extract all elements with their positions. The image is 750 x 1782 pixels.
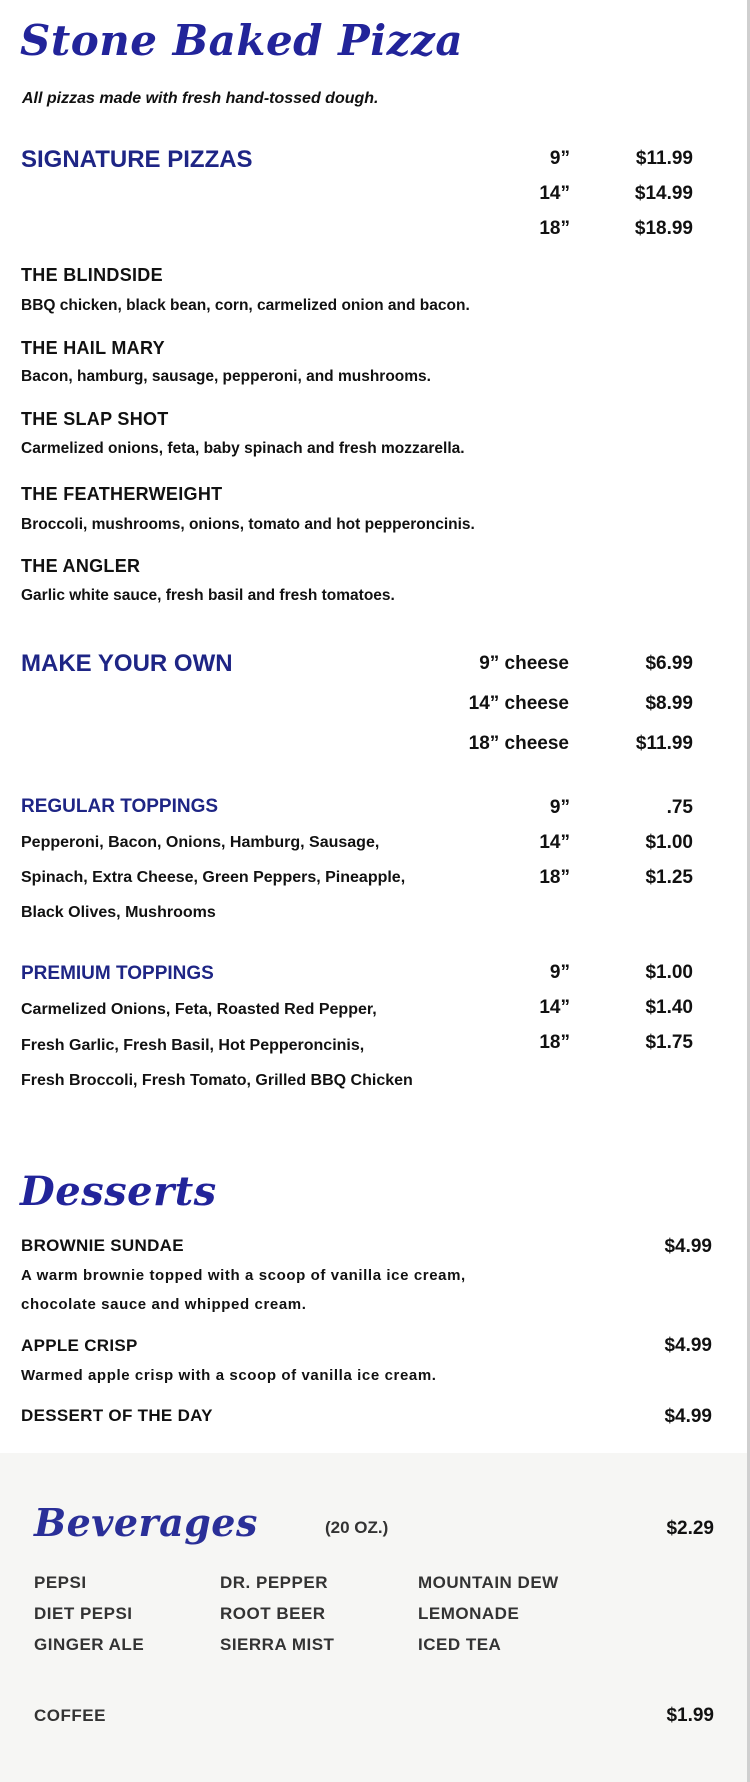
- topping-line: Pepperoni, Bacon, Onions, Hamburg, Sausage,: [21, 834, 380, 851]
- regular-size-14: 14”: [539, 832, 570, 853]
- dessert-price: $4.99: [664, 1236, 712, 1257]
- myo-price-18: $11.99: [635, 733, 693, 754]
- desserts-heading: Desserts: [20, 1168, 217, 1215]
- myo-size-9: 9” cheese: [479, 653, 569, 674]
- beverage-item: DIET PEPSI: [34, 1604, 133, 1623]
- myo-price-9: $6.99: [645, 653, 693, 674]
- page-title: Stone Baked Pizza: [20, 16, 464, 65]
- beverage-item: ROOT BEER: [220, 1604, 326, 1623]
- beverage-price: $2.29: [666, 1518, 714, 1539]
- tagline: All pizzas made with fresh hand-tossed dough.: [22, 90, 379, 107]
- beverage-item: GINGER ALE: [34, 1635, 145, 1654]
- pizza-desc: Broccoli, mushrooms, onions, tomato and hot pepperoncinis.: [21, 516, 475, 533]
- regular-price-18: $1.25: [645, 867, 693, 888]
- premium-size-14: 14”: [539, 997, 570, 1018]
- pizza-desc: Garlic white sauce, fresh basil and fresh tomatoes.: [21, 587, 395, 604]
- beverage-item: PEPSI: [34, 1573, 87, 1592]
- signature-pizzas-heading: SIGNATURE PIZZAS: [21, 146, 253, 173]
- regular-price-9: .75: [666, 797, 693, 818]
- myo-price-14: $8.99: [645, 693, 693, 714]
- premium-size-18: 18”: [539, 1032, 570, 1053]
- regular-size-18: 18”: [539, 867, 570, 888]
- regular-price-14: $1.00: [645, 832, 693, 853]
- regular-toppings-heading: REGULAR TOPPINGS: [21, 796, 219, 817]
- regular-size-9: 9”: [549, 797, 570, 818]
- dessert-name: DESSERT OF THE DAY: [21, 1406, 213, 1425]
- beverage-item: LEMONADE: [418, 1604, 520, 1623]
- beverage-item: SIERRA MIST: [220, 1635, 335, 1654]
- premium-toppings-heading: PREMIUM TOPPINGS: [21, 963, 214, 984]
- dessert-desc: Warmed apple crisp with a scoop of vanilla ice cream.: [21, 1367, 437, 1384]
- signature-size-14: 14”: [539, 183, 570, 204]
- pizza-desc: Bacon, hamburg, sausage, pepperoni, and mushrooms.: [21, 368, 431, 385]
- dessert-name: APPLE CRISP: [21, 1336, 138, 1355]
- beverage-size-note: (20 OZ.): [325, 1518, 389, 1537]
- signature-price-14: $14.99: [634, 183, 693, 204]
- myo-size-14: 14” cheese: [468, 693, 569, 714]
- dessert-desc: chocolate sauce and whipped cream.: [21, 1296, 307, 1313]
- premium-size-9: 9”: [549, 962, 570, 983]
- dessert-price: $4.99: [664, 1335, 712, 1356]
- premium-price-9: $1.00: [645, 962, 693, 983]
- pizza-name: THE HAIL MARY: [21, 338, 165, 358]
- coffee-price: $1.99: [666, 1705, 714, 1726]
- beverage-item: ICED TEA: [418, 1635, 502, 1654]
- dessert-desc: A warm brownie topped with a scoop of vanilla ice cream,: [21, 1267, 466, 1284]
- signature-price-18: $18.99: [634, 218, 693, 239]
- topping-line: Black Olives, Mushrooms: [21, 904, 216, 921]
- pizza-name: THE ANGLER: [21, 556, 141, 576]
- coffee-name: COFFEE: [34, 1706, 106, 1725]
- pizza-desc: Carmelized onions, feta, baby spinach and fresh mozzarella.: [21, 440, 465, 457]
- pizza-name: THE FEATHERWEIGHT: [21, 484, 223, 504]
- premium-price-18: $1.75: [645, 1032, 693, 1053]
- signature-size-9: 9”: [549, 148, 570, 169]
- topping-line: Fresh Garlic, Fresh Basil, Hot Pepperoncinis,: [21, 1037, 365, 1054]
- beverages-heading: Beverages: [34, 1500, 258, 1545]
- topping-line: Carmelized Onions, Feta, Roasted Red Pepper,: [21, 1001, 377, 1018]
- topping-line: Fresh Broccoli, Fresh Tomato, Grilled BBQ Chicken: [21, 1072, 413, 1089]
- make-your-own-heading: MAKE YOUR OWN: [21, 650, 233, 677]
- signature-size-18: 18”: [539, 218, 570, 239]
- myo-size-18: 18” cheese: [468, 733, 569, 754]
- beverage-item: DR. PEPPER: [220, 1573, 328, 1592]
- topping-line: Spinach, Extra Cheese, Green Peppers, Pineapple,: [21, 869, 406, 886]
- pizza-desc: BBQ chicken, black bean, corn, carmelized onion and bacon.: [21, 297, 470, 314]
- dessert-price: $4.99: [664, 1406, 712, 1427]
- dessert-name: BROWNIE SUNDAE: [21, 1236, 184, 1255]
- beverage-item: MOUNTAIN DEW: [418, 1573, 559, 1592]
- premium-price-14: $1.40: [645, 997, 693, 1018]
- signature-price-9: $11.99: [635, 148, 693, 169]
- pizza-name: THE SLAP SHOT: [21, 409, 169, 429]
- pizza-name: THE BLINDSIDE: [21, 265, 163, 285]
